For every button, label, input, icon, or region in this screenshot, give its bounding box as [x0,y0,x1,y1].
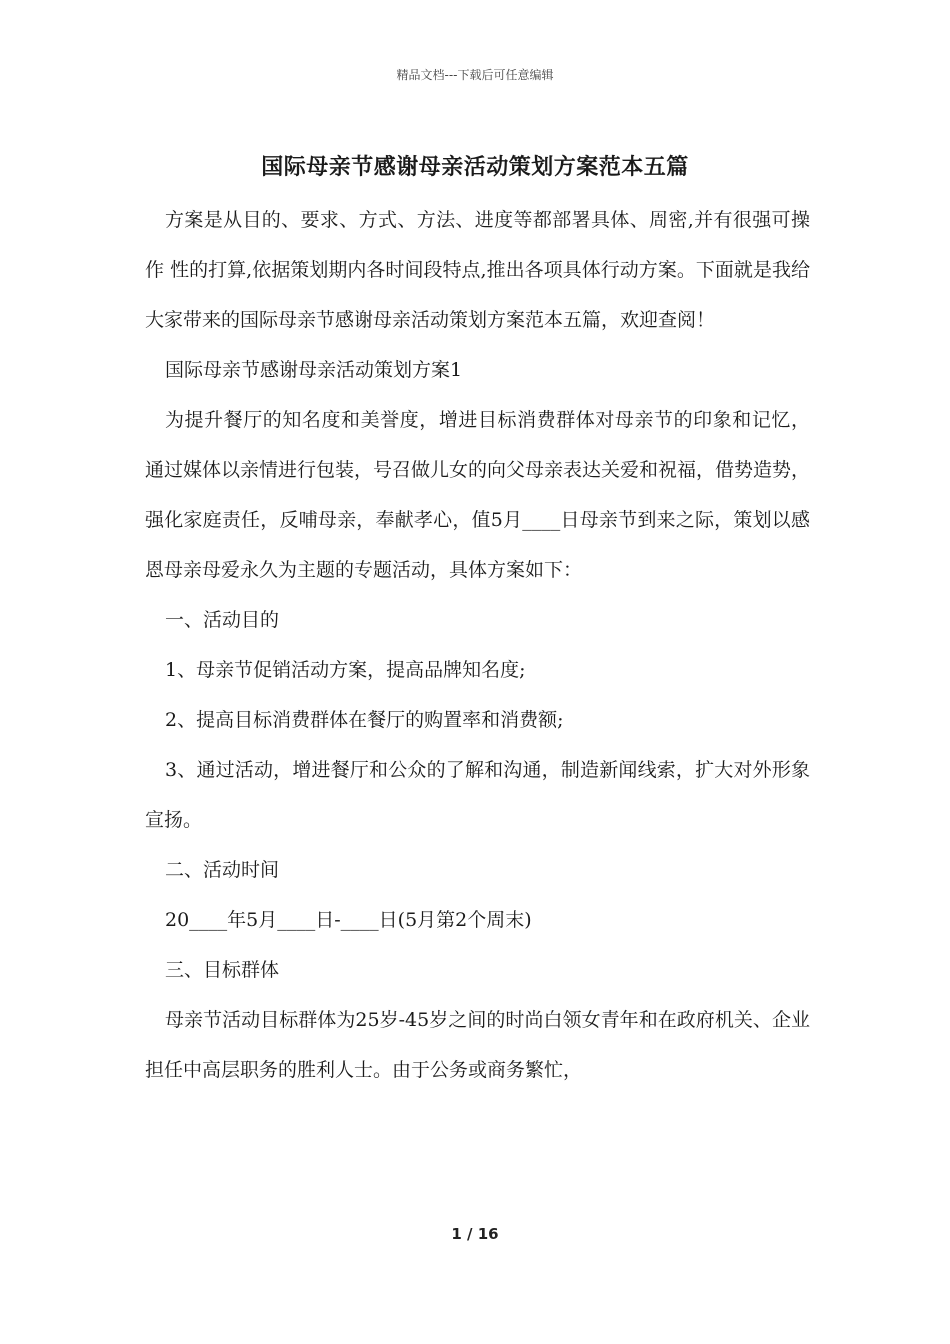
page-total: 16 [477,1225,499,1243]
page-current: 1 [451,1225,462,1243]
plan-description-paragraph: 为提升餐厅的知名度和美誉度，增进目标消费群体对母亲节的印象和记忆，通过媒体以亲情进行包装，号召做儿女的向父母亲表达关爱和祝福，借势造势，强化家庭责任，反哺母亲，奉献孝心，值5月____日母亲节到来之际，策划以感恩母亲母爱永久为主题的专题活动，具体方案如下： [145,409,811,581]
intro-paragraph: 方案是从目的、要求、方式、方法、进度等都部署具体、周密,并有很强可操作 性的打算,依据策划期内各时间段特点,推出各项具体行动方案。下面就是我给大家带来的国际母亲节感谢母亲活动策划方案范本五篇，欢迎查阅！ [145,209,810,331]
target-group-paragraph: 母亲节活动目标群体为25岁-45岁之间的时尚白领女青年和在政府机关、企业担任中高层职务的胜利人士。由于公务或商务繁忙， [145,1009,810,1081]
purpose-item-2: 2、提高目标消费群体在餐厅的购置率和消费额; [165,709,564,731]
section-heading-plan-1: 国际母亲节感谢母亲活动策划方案1 [165,359,463,381]
heading-activity-time: 二、活动时间 [165,859,280,881]
heading-target-group: 三、目标群体 [165,959,280,981]
document-body [145,195,810,1095]
document-title: 国际母亲节感谢母亲活动策划方案范本五篇 [261,154,689,180]
purpose-item-3: 3、通过活动，增进餐厅和公众的了解和沟通，制造新闻线索，扩大对外形象宣扬。 [145,759,810,831]
page-number [0,1225,950,1243]
purpose-item-1: 1、母亲节促销活动方案，提高品牌知名度; [165,659,526,681]
page-separator: / [467,1225,473,1243]
heading-activity-purpose: 一、活动目的 [165,609,280,631]
activity-time-text: 20____年5月____日-____日(5月第2个周末) [165,909,532,931]
page-header: 精品文档---下载后可任意编辑 [396,68,554,82]
